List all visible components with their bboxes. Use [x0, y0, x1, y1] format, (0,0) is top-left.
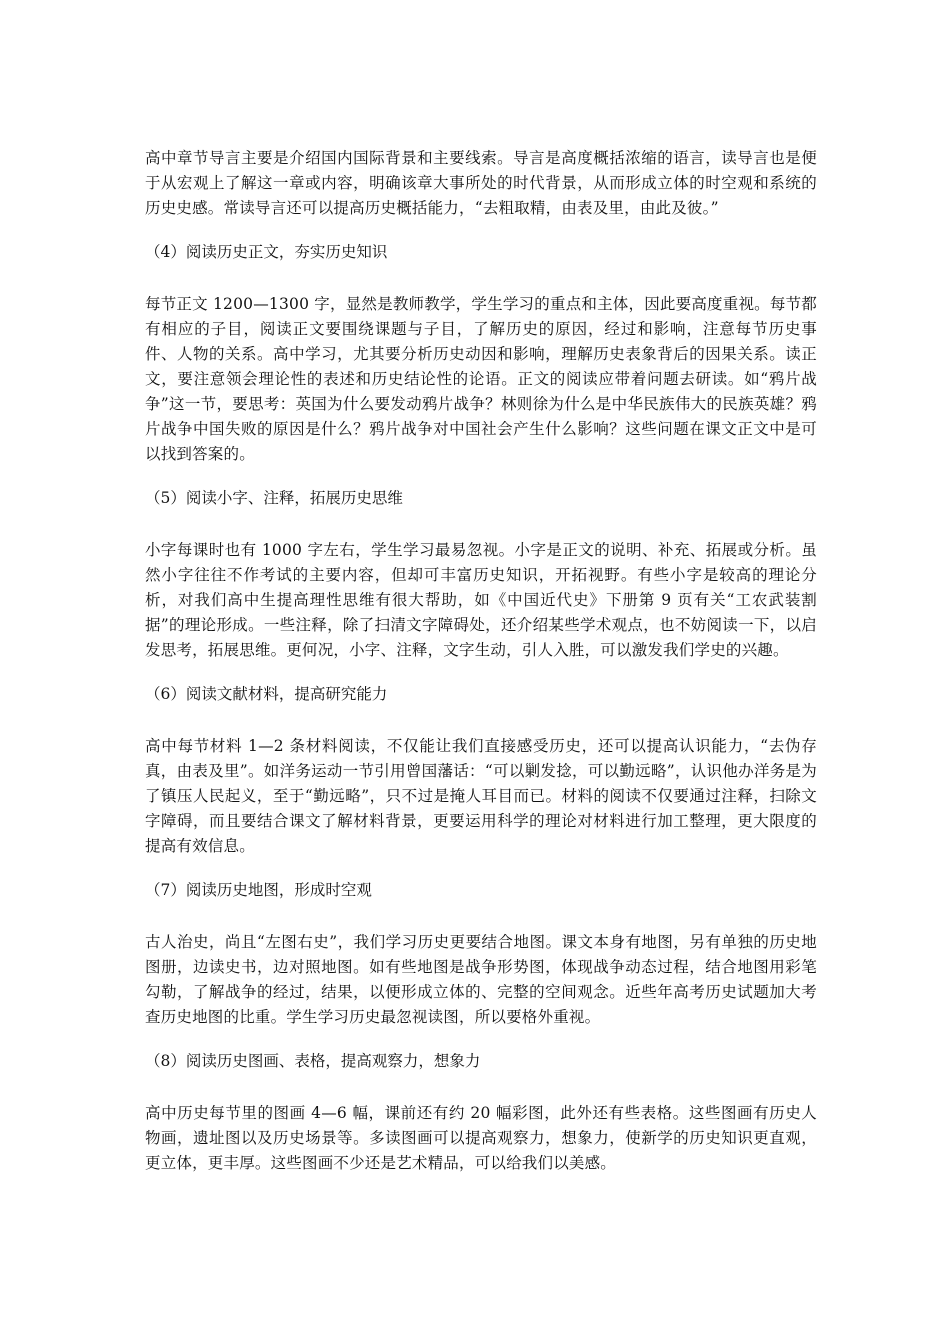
section-heading-6: （6）阅读文献材料，提高研究能力	[145, 685, 388, 703]
paragraph-section-5: 小字每课时也有 1000 字左右，学生学习最易忽视。小字是正文的说明、补充、拓展或分析。虽然小字往往不作考试的主要内容，但却可丰富历史知识，开拓视野。有些小字是较高的理论分析，对我们高中生提高理性思维有很大帮助，如《中国近代史》下册第 9 页有关“工农武装割据”的理论形成。一些注释，除了扫清文字障碍处，还介绍某些学术观点，也不妨阅读一下，以启发思考，拓展思维。更何况，小字、注释，文字生动，引人入胜，可以激发我们学史的兴趣。	[145, 541, 817, 659]
paragraph-intro: 高中章节导言主要是介绍国内国际背景和主要线索。导言是高度概括浓缩的语言，读导言也是便于从宏观上了解这一章或内容，明确该章大事所处的时代背景，从而形成立体的时空观和系统的历史史感。常读导言还可以提高历史概括能力，“去粗取精，由表及里，由此及彼。”	[145, 149, 817, 217]
paragraph-section-4: 每节正文 1200—1300 字，显然是教师教学，学生学习的重点和主体，因此要高度重视。每节都有相应的子目，阅读正文要围绕课题与子目，了解历史的原因，经过和影响，注意每节历史事件、人物的关系。高中学习，尤其要分析历史动因和影响，理解历史表象背后的因果关系。读正文，要注意领会理论性的表述和历史结论性的论语。正文的阅读应带着问题去研读。如“鸦片战争”这一节，要思考：英国为什么要发动鸦片战争？林则徐为什么是中华民族伟大的民族英雄？鸦片战争中国失败的原因是什么？鸦片战争对中国社会产生什么影响？这些问题在课文正文中是可以找到答案的。	[145, 295, 817, 463]
paragraph-section-8: 高中历史每节里的图画 4—6 幅，课前还有约 20 幅彩图，此外还有些表格。这些图画有历史人物画，遗址图以及历史场景等。多读图画可以提高观察力，想象力，使新学的历史知识更直观，更立体，更丰厚。这些图画不少还是艺术精品，可以给我们以美感。	[145, 1104, 817, 1172]
paragraph-section-7: 古人治史，尚且“左图右史”，我们学习历史更要结合地图。课文本身有地图，另有单独的历史地图册，边读史书，边对照地图。如有些地图是战争形势图，体现战争动态过程，结合地图用彩笔勾勒，了解战争的经过，结果，以便形成立体的、完整的空间观念。近些年高考历史试题加大考查历史地图的比重。学生学习历史最忽视读图，所以要格外重视。	[145, 933, 817, 1026]
section-heading-8: （8）阅读历史图画、表格，提高观察力，想象力	[145, 1052, 481, 1070]
document-body	[145, 146, 817, 1176]
section-heading-7: （7）阅读历史地图，形成时空观	[145, 881, 372, 899]
section-heading-5: （5）阅读小字、注释，拓展历史思维	[145, 489, 403, 507]
section-heading-4: （4）阅读历史正文，夯实历史知识	[145, 243, 388, 261]
paragraph-section-6: 高中每节材料 1—2 条材料阅读，不仅能让我们直接感受历史，还可以提高认识能力，“去伪存真，由表及里”。如洋务运动一节引用曾国藩话：“可以剿发捻，可以勤远略”，认识他办洋务是为了镇压人民起义，至于“勤远略”，只不过是掩人耳目而已。材料的阅读不仅要通过注释，扫除文字障碍，而且要结合课文了解材料背景，更要运用科学的理论对材料进行加工整理，更大限度的提高有效信息。	[145, 737, 817, 855]
